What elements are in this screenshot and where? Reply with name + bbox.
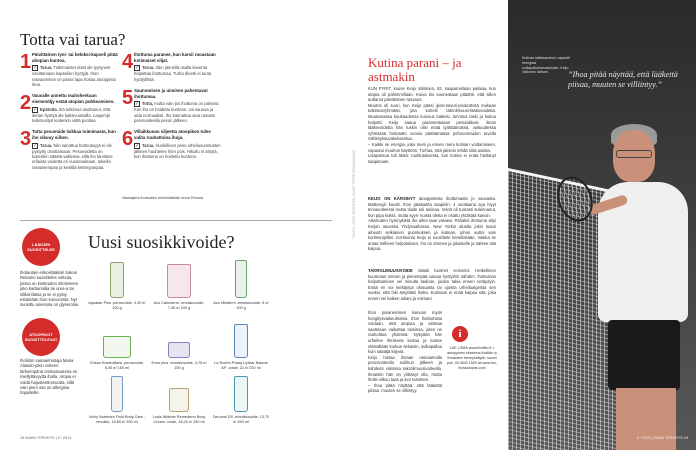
myth-explanation: mutta vain jos ihottuma on pahana. Kun iho on hoidettu kuntoon, voi saunoa ja uida normaalisti. Iho kannattaa aina rasvata perusvoiteella pesun jälkeen. — [134, 101, 220, 123]
myth-title: Totta vai tarua? — [20, 30, 126, 49]
product-image — [150, 318, 208, 358]
myth-answer — [32, 143, 120, 171]
glasses-icon — [616, 150, 652, 158]
product-card — [88, 372, 146, 425]
myth-number: 6 — [122, 128, 134, 151]
photo-credit: TEKSTI: VIRVE HEIKKINEN, KUVAT: TEPPO NISKAKANGAS — [352, 150, 356, 239]
myth-headline: Ihottuma paranee, kun karsii ruoastaan kotimaiset viljat. — [134, 52, 216, 63]
product-image — [88, 318, 146, 358]
article-photo — [508, 0, 696, 450]
myth-answer — [32, 65, 120, 87]
myth-headline: Villaikkunan siljeetta atoopikon tulee valita ruuhattoina ihoja. — [134, 129, 211, 140]
product-caption: La Roche-Posay Lipikar Baume AP -voide, 22 e/ 200 ml — [214, 361, 268, 370]
check-icon: ✓ — [33, 106, 38, 113]
article-paragraph: – Ihoa pitää nöyttää, että lääkettä piisaa, muuten se villiintyy. — [368, 382, 442, 394]
myth-item — [20, 52, 120, 87]
product-caption: Aco Minderm -emulsiovoide, 8 e/ 100 g — [213, 301, 269, 310]
myth-verdict: Tarua. — [40, 142, 53, 148]
myth-column-1 — [20, 52, 120, 176]
myth-number: 5 — [122, 87, 134, 109]
myth-headline: Tutta pesuvoide laikkaa toimimasta, kun iho vikuuy siihen. — [32, 129, 116, 140]
pull-quote: ”Ihoa pitää näyttää, että lääkettä piisaa, muuten se villiintyy.” — [568, 70, 678, 89]
product-caption: Aco Canederm -emulsiovoide, 7,40 e/ 100 g — [153, 301, 205, 310]
myth-explanation: Tutkimukset eivät ole tyytyneet osoittamaan kapselien hyötyjä. Ihon rasvaaminen on paras tapa hoitaa atooppista ihoa. — [32, 65, 116, 87]
left-page-footer: 28 AVAIN TERVEYS | 5 / 2013 — [20, 436, 72, 440]
myth-explanation: Ikä tutkimus osoittanut, että dietan hyötyä ale kaksivuotiailla. Laajempi tutkimustyö kuitenkin viittä puoltaa. — [32, 106, 111, 123]
myth-answer — [134, 65, 222, 82]
myth-item — [122, 52, 222, 82]
myth-answer — [134, 101, 222, 123]
doctor-recommends-badge: LÄÄKÄRI SUOSITTELEE — [22, 228, 60, 266]
myth-item — [20, 93, 120, 123]
myth-answer — [134, 143, 222, 160]
article-paragraph: Lisäpoksua tuli tästä: ruuhlutuksesta, kun kutina ei enää hieltänyt saapimaan. — [368, 153, 496, 164]
section-lead: KEIJO ON KÄRSINYT — [368, 196, 416, 201]
article-section-3 — [368, 268, 496, 302]
article-paragraph: säästi luonnet verivelot. Hetkellinen kuumotus ontoen ja pienempää vaivaa hyötyihin nähden. Ihottuman helpottaminen vei minulta tiedoon, joiden takia ennen vetäydyin. Enää en voi kieltäytyä olosuasta tai ujoista urheilualgeista sen vuoksi, että hiki ärsyttäisi iholta. Kutinaan ei enää kaipaa sitä, joka ennen vei kaiken aikani ja voimani. — [368, 268, 497, 301]
myth-number: 1 — [20, 51, 32, 73]
article-paragraph: KUN PYRIT, kuuse Keijo Valtonen, 62, saapumistaan pakkaa, kun atopia oli pahimmillaan. Kuiva iho suonestaan pitäähti, että sillen auttanut päivittäinen rasvaus. — [368, 86, 496, 103]
product-card — [212, 258, 270, 311]
right-page-footer: 5 / 2013 | AVAIN TERVEYS 29 — [636, 436, 688, 440]
article-paragraph: Keijo hoitaa ihoaan rasvaamalla perusvoiteella suihkun jälkeen ja kahdesti viikossa takrolimuusivoiteella. Ilmankin hän on yrittänyt olla, mutta iholle vilkuu taas ja sen tarvitsee. — [368, 354, 442, 383]
product-image — [88, 372, 146, 412]
read-more-box: LUE LISÄÄ www.iholiitto.fi > atooppinen ekseema Iholiitto ry Ihotautien terveyskäynti, suomi puh. 09 4542 1520 tai www.iho-ihotautiopas.com — [446, 346, 498, 370]
article-paragraph: atooppisesta ihottumasta jo vauvasta. Mattoruyti kuvalt. Ihon päälaasta saapiriin. 4 vuotiaana aya löyyt tervavoiteesta mutta tiiaite tuli asiinaa. Voinit oli tuorasti sulennanut, kun pipa kukkii, mutta syys- kuista oletta ei osattu yhdistää kavuin. — [368, 196, 496, 218]
product-image — [150, 258, 208, 298]
myth-verdict: Tarua. — [142, 65, 155, 71]
check-icon: ✓ — [135, 142, 140, 149]
myth-column-2 — [122, 52, 222, 165]
myth-verdict: Tarua. — [142, 142, 155, 148]
product-image — [212, 258, 270, 298]
player-shorts — [608, 320, 680, 390]
check-icon: ✓ — [135, 101, 140, 108]
product-caption: Vichy Nutrextra Fluid Body Care -emulsio, 16,80 e/ 200 ml — [88, 415, 146, 424]
doctor-recommendation-text: Ihotautien erikoislääkäri Sakari Reitamo suosittelee voiteita, joissa on kosteuden sitomiseen joko karbamidia tai urea-a tai silikonitäsia ja se ei pysty estämään ihon kuivumista. Nyt suosittu ainesosa on glyseroliia. — [20, 270, 80, 308]
article-title: Kutina parani – ja astmakin — [368, 55, 462, 84]
right-page — [348, 0, 696, 450]
myth-number: 3 — [20, 128, 32, 151]
product-card — [212, 372, 270, 425]
product-caption: Decubal DS -emulsiovoide, 13,70 e/ 450 ml — [212, 415, 270, 424]
myth-number: 4 — [122, 51, 134, 73]
product-card — [150, 372, 208, 425]
product-card — [88, 318, 146, 371]
product-card — [150, 258, 208, 311]
article-section-4 — [368, 310, 442, 394]
myth-item — [122, 88, 222, 123]
product-card — [150, 318, 208, 371]
myth-source: Vastaajina ihotautien erikoislääkäri Anna Renola. — [122, 196, 205, 200]
article-paragraph: – Kaikki se energia, joka meni ja ennen meni kutinan voittamiseen, vapautui muuhun käyttöön. Turhaa, että jaksoin tehdä niitä asioita. — [368, 141, 496, 153]
myth-number: 2 — [20, 92, 32, 115]
myth-explanation: Niin sanottua hottoutuyyä ei ole pystytty osoittamaan. Pesuvoidetta on kuitenkin säästä valitessa, sillä iho tarvitsee erilaista voidetta eri vuodenaikaan, talvella rasvaisempaa ja kesällä ketteryampaa. — [32, 142, 113, 170]
myth-headline: Saunominen ja uiminen pahentavat ihottumaa. — [134, 88, 208, 99]
product-caption: Aquatan Plus -perusvoide, 4,30 e/ 100 g — [88, 301, 146, 310]
nurse-recommendation-text: Iholiiton sairaanhoitaja Maria Alasalo-jokin voiteen tärkeimpänä ominaisuutena on miellyttävyyttä iholla. Atopia ei voidä hajusteettomuutta, sillä vain pieni osa on allergisia hajusteille. — [20, 358, 78, 396]
products-title: Uusi suosikkivoide? — [88, 232, 235, 252]
myth-verdict: Totta, — [142, 101, 154, 107]
myth-verdict: Tarua. — [40, 65, 53, 71]
article-column — [348, 0, 508, 450]
player-legs — [616, 388, 676, 450]
article-paragraph: Atkoituden hymnykistä iho aikoi taas vaivata. Pahaksi ihottuma äityi Keijon asuessa Yhdysvalloissa. New Yorkin aluelta jokin kasui aiheutti selkiainen puonkuksen ja kutinan, johon auttoi vain kortisonipilleri. Kortisonia Keijo ei suosittele kenellekään. Vaikka se antaa helkeen helpotuksen, iho on ohenee ja jokaiselle ja särkee sitä kaipua. — [368, 218, 496, 252]
info-icon: i — [452, 326, 468, 342]
product-image — [212, 372, 270, 412]
article-section-2 — [368, 196, 496, 252]
article-intro — [368, 86, 496, 164]
atopics-recommend-badge: ATOOPIKOT SUOSITTELEVAT — [22, 318, 60, 356]
check-icon: ✓ — [135, 65, 140, 72]
product-caption: Erisan Kosteuttava -perusvoide, 5,35 e/ 150 ml — [90, 361, 144, 370]
article-paragraph: Muutos oli suuri, kun Keijo pääsi iposi-toivuri-pookottosä mukaan tutkimusryhmään, jota koheili takrolimuusi-lääkevoidetta. Muutamassa kuukaudessa kuivuus katkesi, turvotus laski ja kutina helpotti. Keijo saaua parannettuiaan pesulakkusi- ilman lääkevoidetta hän tuskin olisi enää työtätämässä, vaikuuttessa ryhmässä hoitotutto vuosia päättämässä pohuonmaidon tuvella Sähköyksuvakeksenlua. — [368, 102, 496, 142]
myth-headline: Vauvalle annettu maitoherkuan siemenöljy estää atopian puhkeamisen. — [32, 93, 115, 104]
myth-item — [20, 129, 120, 170]
myth-headline: Päivittäinen tyni- tai heloksi-kapseli pitää ahopian kuntoa. — [32, 52, 118, 63]
product-card — [88, 258, 146, 311]
product-caption: Louis Widmer Remederm Body Cream -voide, 18,20 e/ 250 ml — [152, 415, 206, 424]
product-image — [212, 318, 270, 358]
myth-explanation: Huolellinen pesu urheilusuoritusten jälkeen huuhtelee hien pois. Hikoilu ei ärsytä, kun ihottuma on hoidettu kuntoon. — [134, 142, 221, 159]
product-image — [150, 372, 208, 412]
check-icon: ✓ — [33, 142, 38, 149]
myth-item — [122, 129, 222, 159]
myth-answer — [32, 107, 120, 124]
product-caption: Eveo plus -emulsiovoide, 4,75 e/ 150 g — [151, 361, 207, 370]
product-card — [212, 318, 270, 371]
myth-verdict: Epätotta. — [40, 106, 58, 112]
article-paragraph: Ihon paranemisen kasvoin myös hengitysvaikeuksissa. Ihon ihottumista voidaan, että atopiaa ja astmaa saatetaan vaikuttaa toisiinsa, joten ne rauhoittua yhdessä. Nykyään hän urheilee ihmisenä kertaa ja tuntee elämällään kurkun sekaisin, sulkapalloa kuin säätäjä käyviä. — [368, 310, 442, 355]
product-image — [88, 258, 146, 298]
section-divider — [20, 220, 332, 221]
section-lead: TAKROLIMUUSIVOIDE — [368, 268, 413, 273]
check-icon: ✓ — [33, 65, 38, 72]
photo-caption: Kutinan laikkaaminen vapautti energiaa sulkapalloharrastuksiin, Keijo Valtonen iloitsee. — [522, 56, 570, 75]
myth-explanation: Iden jännellä osalla kaventa helpottaa ihottumaa. Turha dieetti ei tuota hyödyllistä. — [134, 65, 212, 82]
